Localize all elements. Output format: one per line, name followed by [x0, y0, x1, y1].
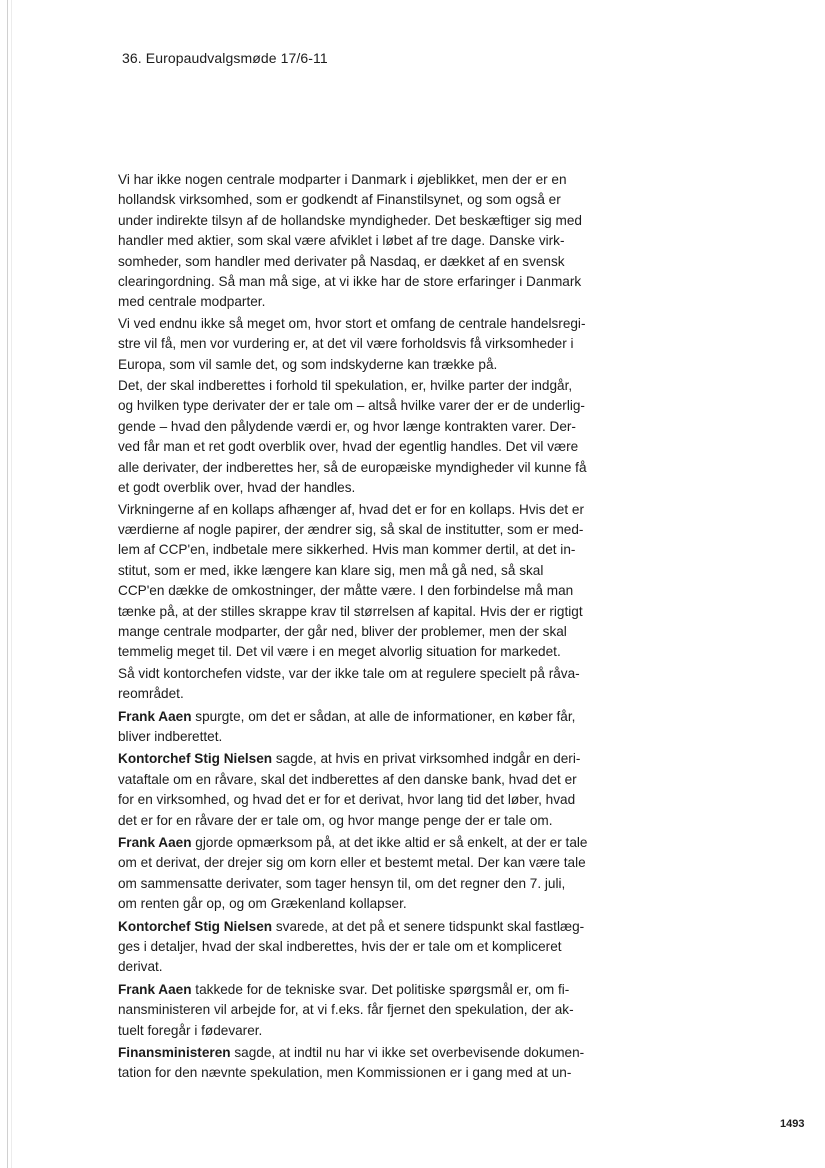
line-text: gjorde opmærksom på, at det ikke altid er så enkelt, at der er tale	[191, 835, 588, 850]
text-line	[118, 790, 590, 810]
text-line	[118, 980, 590, 1000]
text-line	[118, 334, 590, 354]
text-line	[118, 833, 590, 853]
line-text: et godt overblik over, hvad der handles.	[118, 480, 356, 496]
line-text: somheder, som handler med derivater på Nasdaq, er dækket af en svensk	[118, 253, 565, 269]
text-line	[118, 853, 590, 873]
text-line	[118, 917, 590, 937]
text-line	[118, 894, 590, 914]
line-text: under indirekte tilsyn af de hollandske myndigheder. Det beskæftiger sig med	[118, 212, 582, 228]
line-text: CCP'en dække de omkostninger, der måtte være. I den forbindelse må man	[118, 583, 574, 599]
line-text: takkede for de tekniske svar. Det politiske spørgsmål er, om fi-	[191, 981, 570, 997]
text-line	[118, 355, 590, 375]
line-text: stre vil få, men vor vurdering er, at det vil være forholdsvis få virksomheder i	[118, 336, 574, 352]
text-line	[118, 396, 590, 416]
paragraph	[118, 376, 590, 498]
line-text: nansministeren vil arbejde for, at vi f.eks. får fjernet den spekulation, der ak-	[118, 1002, 574, 1018]
line-text: ved får man et ret godt overblik over, hvad der egentlig handles. Det vil være	[118, 439, 579, 455]
paragraph	[118, 664, 590, 705]
text-line	[118, 252, 590, 272]
text-line	[118, 292, 590, 312]
text-line	[118, 602, 590, 622]
text-line	[118, 417, 590, 437]
line-text: temmelig meget til. Det vil være i en meget alvorlig situation for markedet.	[118, 644, 561, 660]
speaker-paragraph	[118, 917, 590, 978]
scan-margin-line	[11, 0, 12, 1168]
line-text: Det, der skal indberettes i forhold til spekulation, er, hvilke parter der indgår,	[118, 378, 573, 394]
line-text: bliver indberettet.	[118, 728, 223, 744]
line-text: tuelt foregår i fødevarer.	[118, 1022, 263, 1038]
text-line	[118, 957, 590, 977]
line-text: Vi har ikke nogen centrale modparter i Danmark i øjeblikket, men der er en	[118, 172, 567, 187]
speaker-paragraph	[118, 749, 590, 831]
text-line	[118, 874, 590, 894]
text-line	[118, 211, 590, 231]
speaker-name: Frank Aaen	[118, 708, 192, 724]
speaker-name: Finansministeren	[118, 1045, 231, 1061]
page-header: 36. Europaudvalgsmøde 17/6-11	[122, 50, 328, 66]
paragraph	[118, 500, 590, 663]
text-line	[118, 581, 590, 601]
text-line	[118, 1000, 590, 1020]
line-text: svarede, at det på et senere tidspunkt skal fastlæg-	[272, 918, 585, 934]
scan-margin-line	[7, 0, 8, 1168]
line-text: sagde, at hvis en privat virksomhed indgår en deri-	[272, 751, 581, 767]
line-text: det er for en råvare der er tale om, og hvor mange penge der er tale om.	[118, 812, 553, 828]
text-line	[118, 642, 590, 662]
text-line	[118, 1021, 590, 1041]
speaker-name: Kontorchef Stig Nielsen	[118, 918, 273, 934]
text-line	[118, 540, 590, 560]
line-text: vataftale om en råvare, skal det indberettes af den danske bank, hvad det er	[118, 771, 577, 787]
line-text: tænke på, at der stilles skrappe krav til størrelsen af kapital. Hvis der er rigtigt	[118, 603, 583, 619]
line-text: lem af CCP'en, indbetale mere sikkerhed. Hvis man kommer dertil, at det in-	[118, 542, 576, 558]
line-text: sagde, at indtil nu har vi ikke set overbevisende dokumen-	[230, 1045, 585, 1061]
text-line	[118, 314, 590, 334]
line-text: og hvilken type derivater der er tale om – altså hvilke varer der er de underlig-	[118, 398, 585, 414]
line-text: derivat.	[118, 959, 163, 975]
line-text: med centrale modparter.	[118, 294, 266, 310]
speaker-paragraph	[118, 980, 590, 1041]
text-line	[118, 478, 590, 498]
text-line	[118, 707, 590, 727]
line-text: værdierne af nogle papirer, der ændrer sig, så skal de institutter, som er med-	[118, 521, 584, 537]
line-text: spurgte, om det er sådan, at alle de informationer, en køber får,	[191, 708, 576, 724]
text-line	[118, 520, 590, 540]
text-line	[118, 770, 590, 790]
text-line	[118, 500, 590, 520]
speaker-name: Frank Aaen	[118, 835, 192, 850]
line-text: hollandsk virksomhed, som er godkendt af Finanstilsynet, og som også er	[118, 192, 561, 208]
text-line	[118, 561, 590, 581]
speaker-paragraph	[118, 707, 590, 748]
speaker-name: Kontorchef Stig Nielsen	[118, 751, 273, 767]
line-text: for en virksomhed, og hvad det er for et derivat, hvor lang tid det løber, hvad	[118, 792, 576, 808]
document-body	[118, 170, 590, 1085]
speaker-name: Frank Aaen	[118, 981, 192, 997]
page-number: 1493	[780, 1118, 805, 1130]
line-text: clearingordning. Så man må sige, at vi ikke har de store erfaringer i Danmark	[118, 274, 582, 290]
text-line	[118, 937, 590, 957]
paragraph	[118, 314, 590, 375]
line-text: mange centrale modparter, der går ned, bliver der problemer, men der skal	[118, 623, 567, 639]
line-text: ges i detaljer, hvad der skal indberettes, hvis der er tale om et kompliceret	[118, 939, 562, 955]
line-text: handler med aktier, som skal være afviklet i løbet af tre dage. Danske virk-	[118, 233, 565, 249]
text-line	[118, 437, 590, 457]
line-text: gende – hvad den pålydende værdi er, og hvor længe kontrakten varer. Der-	[118, 418, 576, 434]
text-line	[118, 376, 590, 396]
line-text: om et derivat, der drejer sig om korn eller et bestemt metal. Der kan være tale	[118, 855, 586, 871]
line-text: tation for den nævnte spekulation, men Kommissionen er i gang med at un-	[118, 1065, 572, 1081]
speaker-paragraph	[118, 1043, 590, 1084]
line-text: om sammensatte derivater, som tager hensyn til, om det regner den 7. juli,	[118, 875, 566, 891]
text-line	[118, 170, 590, 190]
speaker-paragraph	[118, 833, 590, 915]
text-line	[118, 664, 590, 684]
line-text: Virkningerne af en kollaps afhænger af, hvad det er for en kollaps. Hvis det er	[118, 501, 584, 517]
text-line	[118, 190, 590, 210]
paragraph	[118, 170, 590, 313]
text-line	[118, 231, 590, 251]
line-text: om renten går op, og om Grækenland kollapser.	[118, 896, 407, 912]
text-line	[118, 622, 590, 642]
line-text: Europa, som vil samle det, og som indskyderne kan trække på.	[118, 356, 498, 372]
text-line	[118, 749, 590, 769]
line-text: Vi ved endnu ikke så meget om, hvor stort et omfang de centrale handelsregi-	[118, 315, 586, 331]
text-line	[118, 684, 590, 704]
text-line	[118, 458, 590, 478]
line-text: stitut, som er med, ikke længere kan klare sig, men må gå ned, så skal	[118, 562, 544, 578]
line-text: reområdet.	[118, 686, 184, 702]
text-line	[118, 811, 590, 831]
text-line	[118, 727, 590, 747]
line-text: alle derivater, der indberettes her, så de europæiske myndigheder vil kunne få	[118, 459, 587, 475]
text-line	[118, 1063, 590, 1083]
text-line	[118, 272, 590, 292]
text-line	[118, 1043, 590, 1063]
line-text: Så vidt kontorchefen vidste, var der ikke tale om at regulere specielt på råva-	[118, 665, 580, 681]
